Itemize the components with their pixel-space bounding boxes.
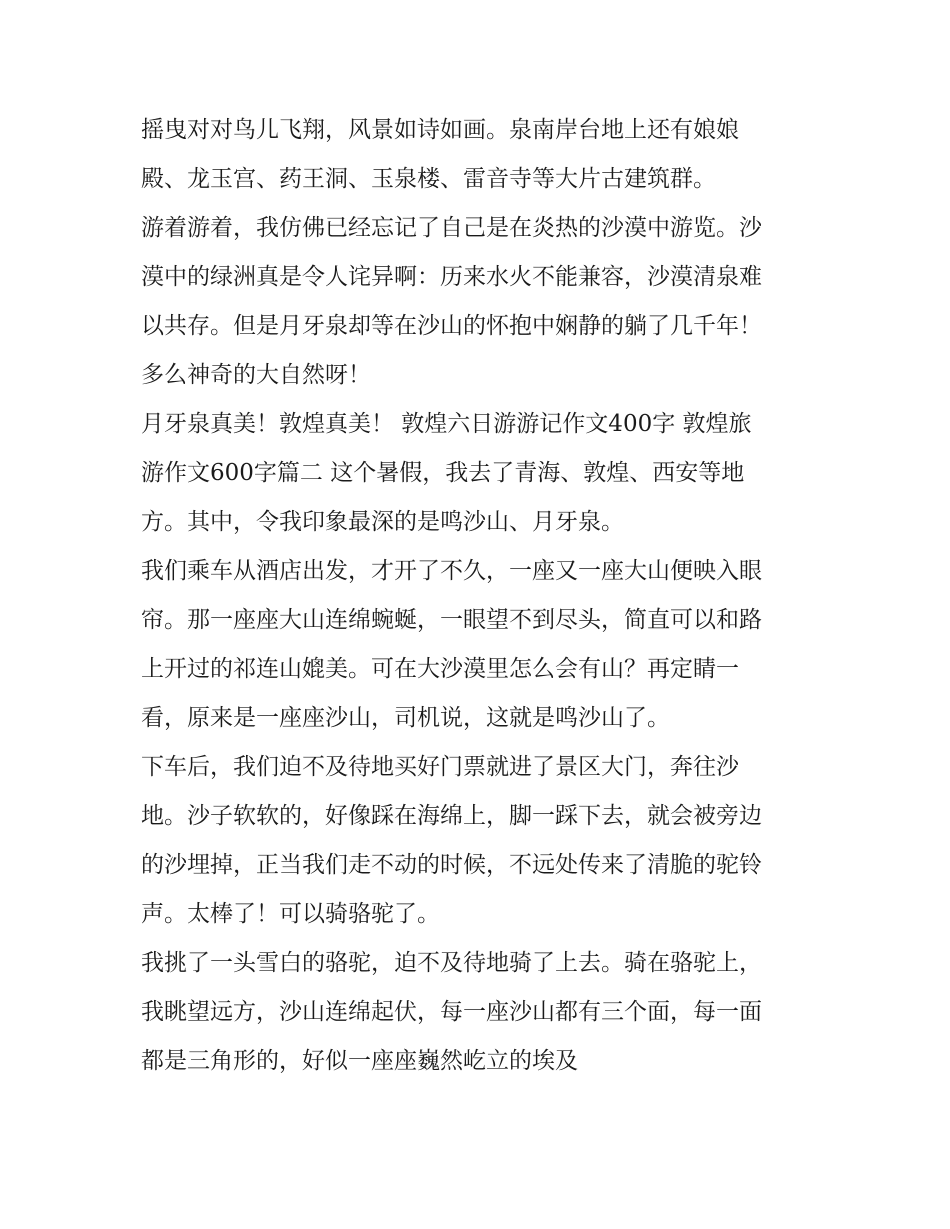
text-line: 帘。那一座座大山连绵蜿蜒，一眼望不到尽头，简直可以和路: [141, 607, 762, 633]
text-line: 我们乘车从酒店出发，才开了不久，一座又一座大山便映入眼: [141, 558, 762, 584]
text-line: 多么神奇的大自然呀！: [141, 362, 371, 388]
text-line: 摇曳对对鸟儿飞翔，风景如诗如画。泉南岸台地上还有娘娘: [141, 117, 739, 143]
text-line: 看，原来是一座座沙山，司机说，这就是鸣沙山了。: [141, 705, 670, 731]
text-line: 殿、龙玉宫、药王洞、玉泉楼、雷音寺等大片古建筑群。: [141, 166, 716, 192]
text-line: 漠中的绿洲真是令人诧异啊：历来水火不能兼容，沙漠清泉难: [141, 264, 762, 290]
text-line: 的沙埋掉，正当我们走不动的时候，不远处传来了清脆的驼铃: [141, 852, 762, 878]
text-line: 游作文600字篇二 这个暑假，我去了青海、敦煌、西安等地: [141, 460, 745, 486]
text-line: 上开过的祁连山媲美。可在大沙漠里怎么会有山？再定睛一: [141, 656, 739, 682]
text-line: 下车后，我们迫不及待地买好门票就进了景区大门，奔往沙: [141, 754, 739, 780]
text-line: 声。太棒了！可以骑骆驼了。: [141, 901, 440, 927]
document-body: [141, 106, 821, 1086]
text-line: 都是三角形的，好似一座座巍然屹立的埃及: [141, 1048, 578, 1074]
text-line: 游着游着，我仿佛已经忘记了自己是在炎热的沙漠中游览。沙: [141, 215, 762, 241]
text-line: 方。其中，令我印象最深的是鸣沙山、月牙泉。: [141, 509, 624, 535]
text-line: 我挑了一头雪白的骆驼，迫不及待地骑了上去。骑在骆驼上，: [141, 950, 762, 976]
text-line: 我眺望远方，沙山连绵起伏，每一座沙山都有三个面，每一面: [141, 999, 762, 1025]
text-line: 月牙泉真美！敦煌真美！ 敦煌六日游游记作文400字 敦煌旅: [141, 411, 752, 437]
text-line: 地。沙子软软的，好像踩在海绵上，脚一踩下去，就会被旁边: [141, 803, 762, 829]
text-line: 以共存。但是月牙泉却等在沙山的怀抱中娴静的躺了几千年！: [141, 313, 762, 339]
